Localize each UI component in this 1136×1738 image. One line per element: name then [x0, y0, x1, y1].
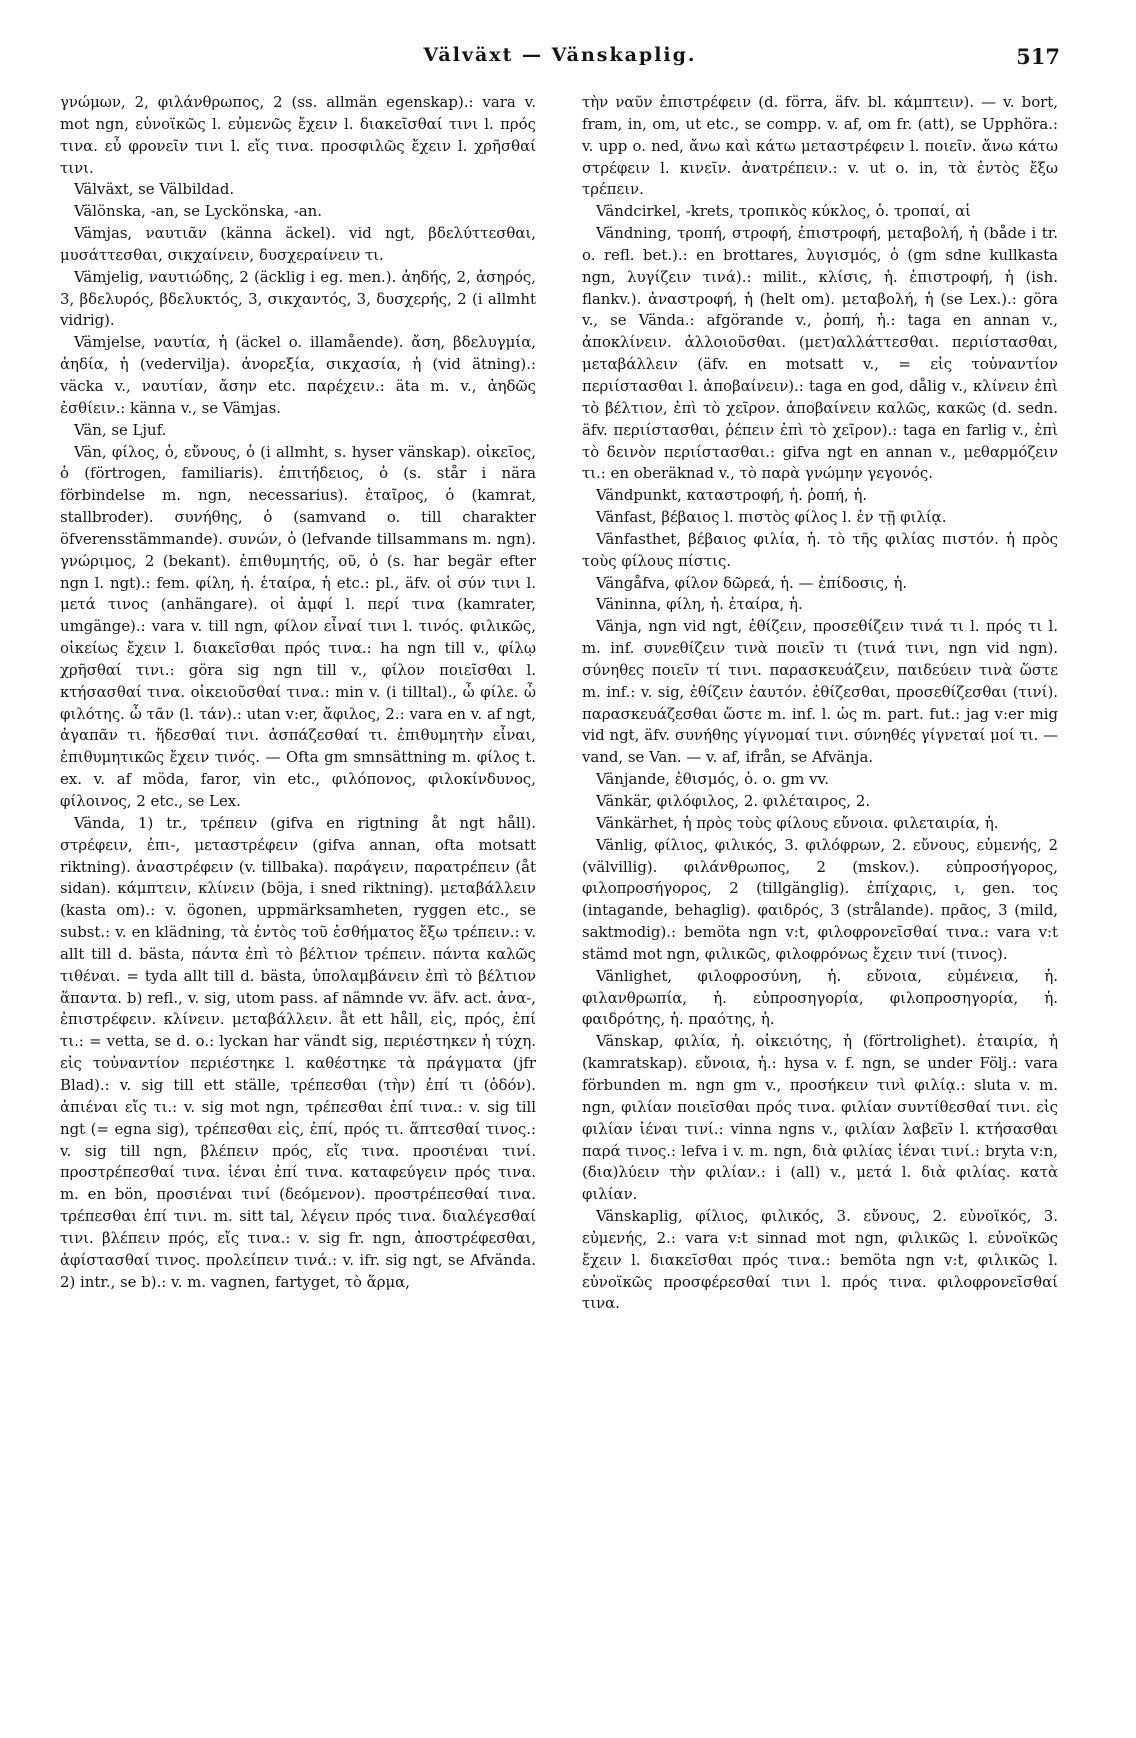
dictionary-entry: Vända, 1) tr., τρέπειν (gifva en rigtning åt ngt håll). στρέφειν, ἐπι-, μεταστρέφειν (gifva annan, ofta motsatt riktning). ἀναστρέφειν (v. tillbaka). παράγειν, παρατρέπειν (åt sidan). κάμπτειν, κλίνειν (böja, i sned riktning). μεταβάλλειν (kasta om).: v. ögonen, uppmärksamheten, ryggen etc., se subst.: v. en klädning, τὰ ἐντὸς τοῦ ἐσθήματος ἔξω τρέπειν.: v. allt till d. bästa, πάντα ἐπὶ τὸ βέλτιον τρέπειν. πάντα καλῶς τιθέναι. = tyda allt till d. bästa, ὑπολαμβάνειν ἐπὶ τὸ βέλτιον ἅπαντα. b) refl., v. sig, utom pass. af nämnde vv. äfv. act. ἀνα-, ἐπιστρέφειν. κλίνειν. μεταβάλλειν. åt ett håll, εἰς, πρός, ἐπί τι.: = vetta, se d. o.: lyckan har vändt sig, περιέστηκεν ἡ τύχη. εἰς τοὐναντίον περιέστηκε l. καθέστηκε τὰ πράγματα (jfr Blad).: v. sig till ett ställe, τρέπεσθαι (τὴν) ἐπί τι (ὁδόν). ἀπιέναι εἴς τι.: v. sig mot ngn, τρέπεσθαι ἐπί τινα.: v. sig till ngt (= egna sig), τρέπεσθαι εἰς, ἐπί, πρός τι. ἅπτεσθαί τινος.: v. sig till ngn, βλέπειν πρός, εἴς τινα. προσιέναι τινί. προστρέπεσθαί τινα. ἰέναι ἐπί τινα. καταφεύγειν πρός τινα. m. en bön, προσιέναι τινί (δεόμενον). προστρέπεσθαί τινα. τρέπεσθαι ἐπί τινι. m. sitt tal, λέγειν πρός τινα. διαλέγεσθαί τινι. βλέπειν πρός, εἴς τινα.: v. sig fr. ngn, ἀποστρέφεσθαι, ἀφίστασθαί τινος. προλείπειν τινά.: v. ifr. sig ngt, se Afvända. 2) intr., se b).: v. m. vagnen, fartyget, τὸ ἅρμα,	[60, 813, 536, 1291]
dictionary-entry: Vänja, ngn vid ngt, ἐθίζειν, προσεθίζειν τινά τι l. πρός τι l. m. inf. συνεθίζειν τινὰ ποιεῖν τι (τινά τινι, ngn vid ngn). σύνηθες ποιεῖν τί τινι. παρασκευάζειν, παιδεύειν τινὰ ὥστε m. inf.: v. sig, ἐθίζειν ἑαυτόν. ἐθίζεσθαι, προσεθίζεσθαι (τινί). παρασκευάζεσθαι ὥστε m. inf. l. ὡς m. part. fut.: jag v:er mig vid ngt, äfv. συνήθης γίγνομαί τινι. σύνηθές γίγνεταί μοί τι. — vand, se Van. — v. af, ifrån, se Afvänja.	[582, 617, 1058, 767]
page-number: 517	[1016, 44, 1060, 69]
right-column	[582, 92, 1058, 1315]
dictionary-entry: Vängåfva, φίλον δῶρεά, ἡ. — ἐπίδοσις, ἡ.	[596, 573, 908, 592]
dictionary-entry: γνώμων, 2, φιλάνθρωπος, 2 (ss. allmän egenskap).: vara v. mot ngn, εὐνοϊκῶς l. εὐμενῶς ἔχειν l. διακεῖσθαί τινι l. πρός τινα. εὖ φρονεῖν τινι l. εἴς τινα. προσφιλῶς ἔχειν l. χρῆσθαί τινι.	[60, 93, 536, 177]
dictionary-entry: Vändcirkel, -krets, τροπικὸς κύκλος, ὁ. τροπαί, αἱ	[596, 202, 971, 221]
dictionary-entry: Vämjas, ναυτιᾶν (känna äckel). vid ngt, βδελύττεσθαι, μυσάττεσθαι, σικχαίνειν, δυσχεραίνειν τι.	[60, 224, 536, 264]
dictionary-entry: τὴν ναῦν ἐπιστρέφειν (d. förra, äfv. bl. κάμπτειν). — v. bort, fram, in, om, ut etc., se compp. v. af, om fr. (att), se Upphöra.: v. upp o. ned, ἄνω καὶ κάτω μεταστρέφειν l. ποιεῖν. ἄνω κάτω στρέφειν l. κινεῖν. ἀνατρέπειν.: v. ut o. in, τὰ ἐντὸς ἔξω τρέπειν.	[582, 93, 1058, 199]
dictionary-entry: Vänskaplig, φίλιος, φιλικός, 3. εὔνους, 2. εὐνοϊκός, 3. εὐμενής, 2.: vara v:t sinnad mot ngn, φιλικῶς l. εὐνοϊκῶς ἔχειν l. διακεῖσθαι πρός τινα.: bemöta ngn v:t, φιλικῶς l. εὐνοϊκῶς προσφέρεσθαί τινι l. πρός τινα. φιλοφρονεῖσθαί τινα.	[582, 1207, 1058, 1313]
dictionary-entry: Vänskap, φιλία, ἡ. οἰκειότης, ἡ (förtrolighet). ἑταιρία, ἡ (kamratskap). εὔνοια, ἡ.: hysa v. f. ngn, se under Följ.: vara förbunden m. ngn gm v., προσήκειν τινὶ φιλίᾳ.: sluta v. m. ngn, φιλίαν ποιεῖσθαι πρός τινα. φιλίαν συντίθεσθαί τινι. εἰς φιλίαν ἰέναι τινί.: vinna ngns v., φιλίαν λαβεῖν l. κτήσασθαι παρά τινος.: lefva i v. m. ngn, διὰ φιλίας ἰέναι τινί.: bryta v:n, (δια)λύειν τὴν φιλίαν.: i (all) v., μετά l. διὰ φιλίας. κατὰ φιλίαν.	[582, 1032, 1058, 1204]
dictionary-entry: Vänfast, βέβαιος l. πιστὸς φίλος l. ἐν τῇ φιλίᾳ.	[596, 508, 947, 527]
dictionary-entry: Välväxt, se Välbildad.	[74, 180, 235, 199]
dictionary-entry: Vänjande, ἐθισμός, ὁ. o. gm vv.	[596, 770, 829, 789]
running-head: Välväxt — Vänskaplig.	[423, 44, 697, 66]
dictionary-entry: Välönska, -an, se Lyckönska, -an.	[74, 202, 322, 221]
dictionary-entry: Vänlig, φίλιος, φιλικός, 3. φιλόφρων, 2. εὔνους, εὐμενής, 2 (välvillig). φιλάνθρωπος, 2 (mskov.). εὐπροσήγορος, φιλοπροσήγορος, 2 (tillgänglig). ἐπίχαρις, ι, gen. τος (intagande, behaglig). φαιδρός, 3 (strålande). πρᾶος, 3 (mild, saktmodig).: bemöta ngn v:t, φιλοφρονεῖσθαί τινα.: vara v:t stämd mot ngn, φιλικῶς, φιλοφρόνως ἔχειν τινί (τινος).	[582, 835, 1058, 963]
dictionary-entry: Väninna, φίλη, ἡ. ἑταίρα, ἡ.	[596, 595, 803, 614]
dictionary-entry: Vän, se Ljuf.	[74, 420, 167, 439]
page-header	[60, 44, 1060, 76]
dictionary-entry: Vändpunkt, καταστροφή, ἡ. ῥοπή, ἡ.	[596, 486, 868, 505]
dictionary-entry: Vändning, τροπή, στροφή, ἐπιστροφή, μεταβολή, ἡ (både i tr. o. refl. bet.).: en brottares, λυγισμός, ὁ (gm sdne kullkasta ngn, λυγίζειν τινά).: milit., κλίσις, ἡ. ἐπιστροφή, ἡ (ish. flankv.). ἀναστροφή, ἡ (helt om). μεταβολή, ἡ (se Lex.).: göra v., se Vända.: afgörande v., ῥοπή, ἡ.: taga en annan v., ἀποκλίνειν. ἀλλοιοῦσθαι. (μετ)αλλάττεσθαι. περιίστασθαι, μεταβάλλειν (äfv. en motsatt v., = εἰς τοὐναντίον περιίστασθαι l. ἀποβαίνειν).: taga en god, dålig v., κλίνειν ἐπὶ τὸ βέλτιον, ἐπὶ τὸ χεῖρον. ἀποβαίνειν καλῶς, κακῶς (d. sedn. äfv. περιίστασθαι, ῥέπειν ἐπὶ τὸ χεῖρον).: taga en farlig v., ἐπὶ τὸ δεινὸν περιίστασθαι.: gifva ngt en annan v., μεθαρμόζειν τι.: en oberäknad v., τὸ παρὰ γνώμην γεγονός.	[582, 224, 1058, 483]
dictionary-entry: Vänfasthet, βέβαιος φιλία, ἡ. τὸ τῆς φιλίας πιστόν. ἡ πρὸς τοὺς φίλους πίστις.	[582, 529, 1058, 570]
dictionary-entry: Vämjelig, ναυτιώδης, 2 (äcklig i eg. men.). ἀηδής, 2, ἀσηρός, 3, βδελυρός, βδελυκτός, 3, σικχαντός, 3, δυσχερής, 2 (i allmht vidrig).	[60, 267, 536, 330]
dictionary-entry: Vänlighet, φιλοφροσύνη, ἡ. εὔνοια, εὐμένεια, ἡ. φιλανθρωπία, ἡ. εὐπροσηγορία, φιλοπροσηγορία, ἡ. φαιδρότης, ἡ. πραότης, ἡ.	[582, 966, 1058, 1029]
dictionary-entry: Vänkär, φιλόφιλος, 2. φιλέταιρος, 2.	[596, 792, 871, 810]
left-column	[60, 92, 536, 1293]
dictionary-entry: Vämjelse, ναυτία, ἡ (äckel o. illamående). ἄση, βδελυγμία, ἀηδία, ἡ (vedervilja). ἀνορεξία, σικχασία, ἡ (vid ätning).: väcka v., ναυτίαν, ἄσην etc. παρέχειν.: äta m. v., ἀηδῶς ἐσθίειν.: känna v., se Vämjas.	[60, 333, 536, 417]
dictionary-entry: Vän, φίλος, ὁ, εὔνους, ὁ (i allmht, s. hyser vänskap). οἰκεῖος, ὁ (förtrogen, familiaris). ἐπιτήδειος, ὁ (s. står i nära förbindelse m. ngn, necessarius). ἑταῖρος, ὁ (kamrat, stallbroder). συνήθης, ὁ (samvand o. till charakter öfverensstämmande). συνών, ὁ (lefvande tillsammans m. ngn). γνώριμος, 2 (bekant). ἐπιθυμητής, οῦ, ὁ (s. har begär efter ngn l. ngt).: fem. φίλη, ἡ. ἑταίρα, ἡ etc.: pl., äfv. οἱ σύν τινι l. μετά τινος (anhängare). οἱ ἀμφί l. περί τινα (kamrater, umgänge).: vara v. till ngn, φίλον εἶναί τινι l. τινός. φιλικῶς, οἰκείως ἔχειν l. διακεῖσθαι πρός τινα.: ha ngn till v., φίλῳ χρῆσθαί τινι.: göra sig ngn till v., φίλον ποιεῖσθαι l. κτήσασθαί τινα. οἰκειοῦσθαί τινα.: min v. (i tilltal)., ὦ φίλε. ὦ φιλότης. ὦ τᾶν (l. τάν).: utan v:er, ἄφιλος, 2.: vara en v. af ngt, ἀγαπᾶν τι. ἥδεσθαί τινι. ἀσπάζεσθαί τι. ἐπιθυμητὴν εἶναι, ἐπιθυμητικῶς ἔχειν τινός. — Ofta gm smnsättning m. φίλος t. ex. v. af möda, faror, vin etc., φιλόπονος, φιλοκίνδυνος, φίλοινος, 2 etc., se Lex.	[60, 442, 536, 810]
dictionary-entry: Vänkärhet, ἡ πρὸς τοὺς φίλους εὔνοια. φιλεταιρία, ἡ.	[596, 813, 999, 832]
